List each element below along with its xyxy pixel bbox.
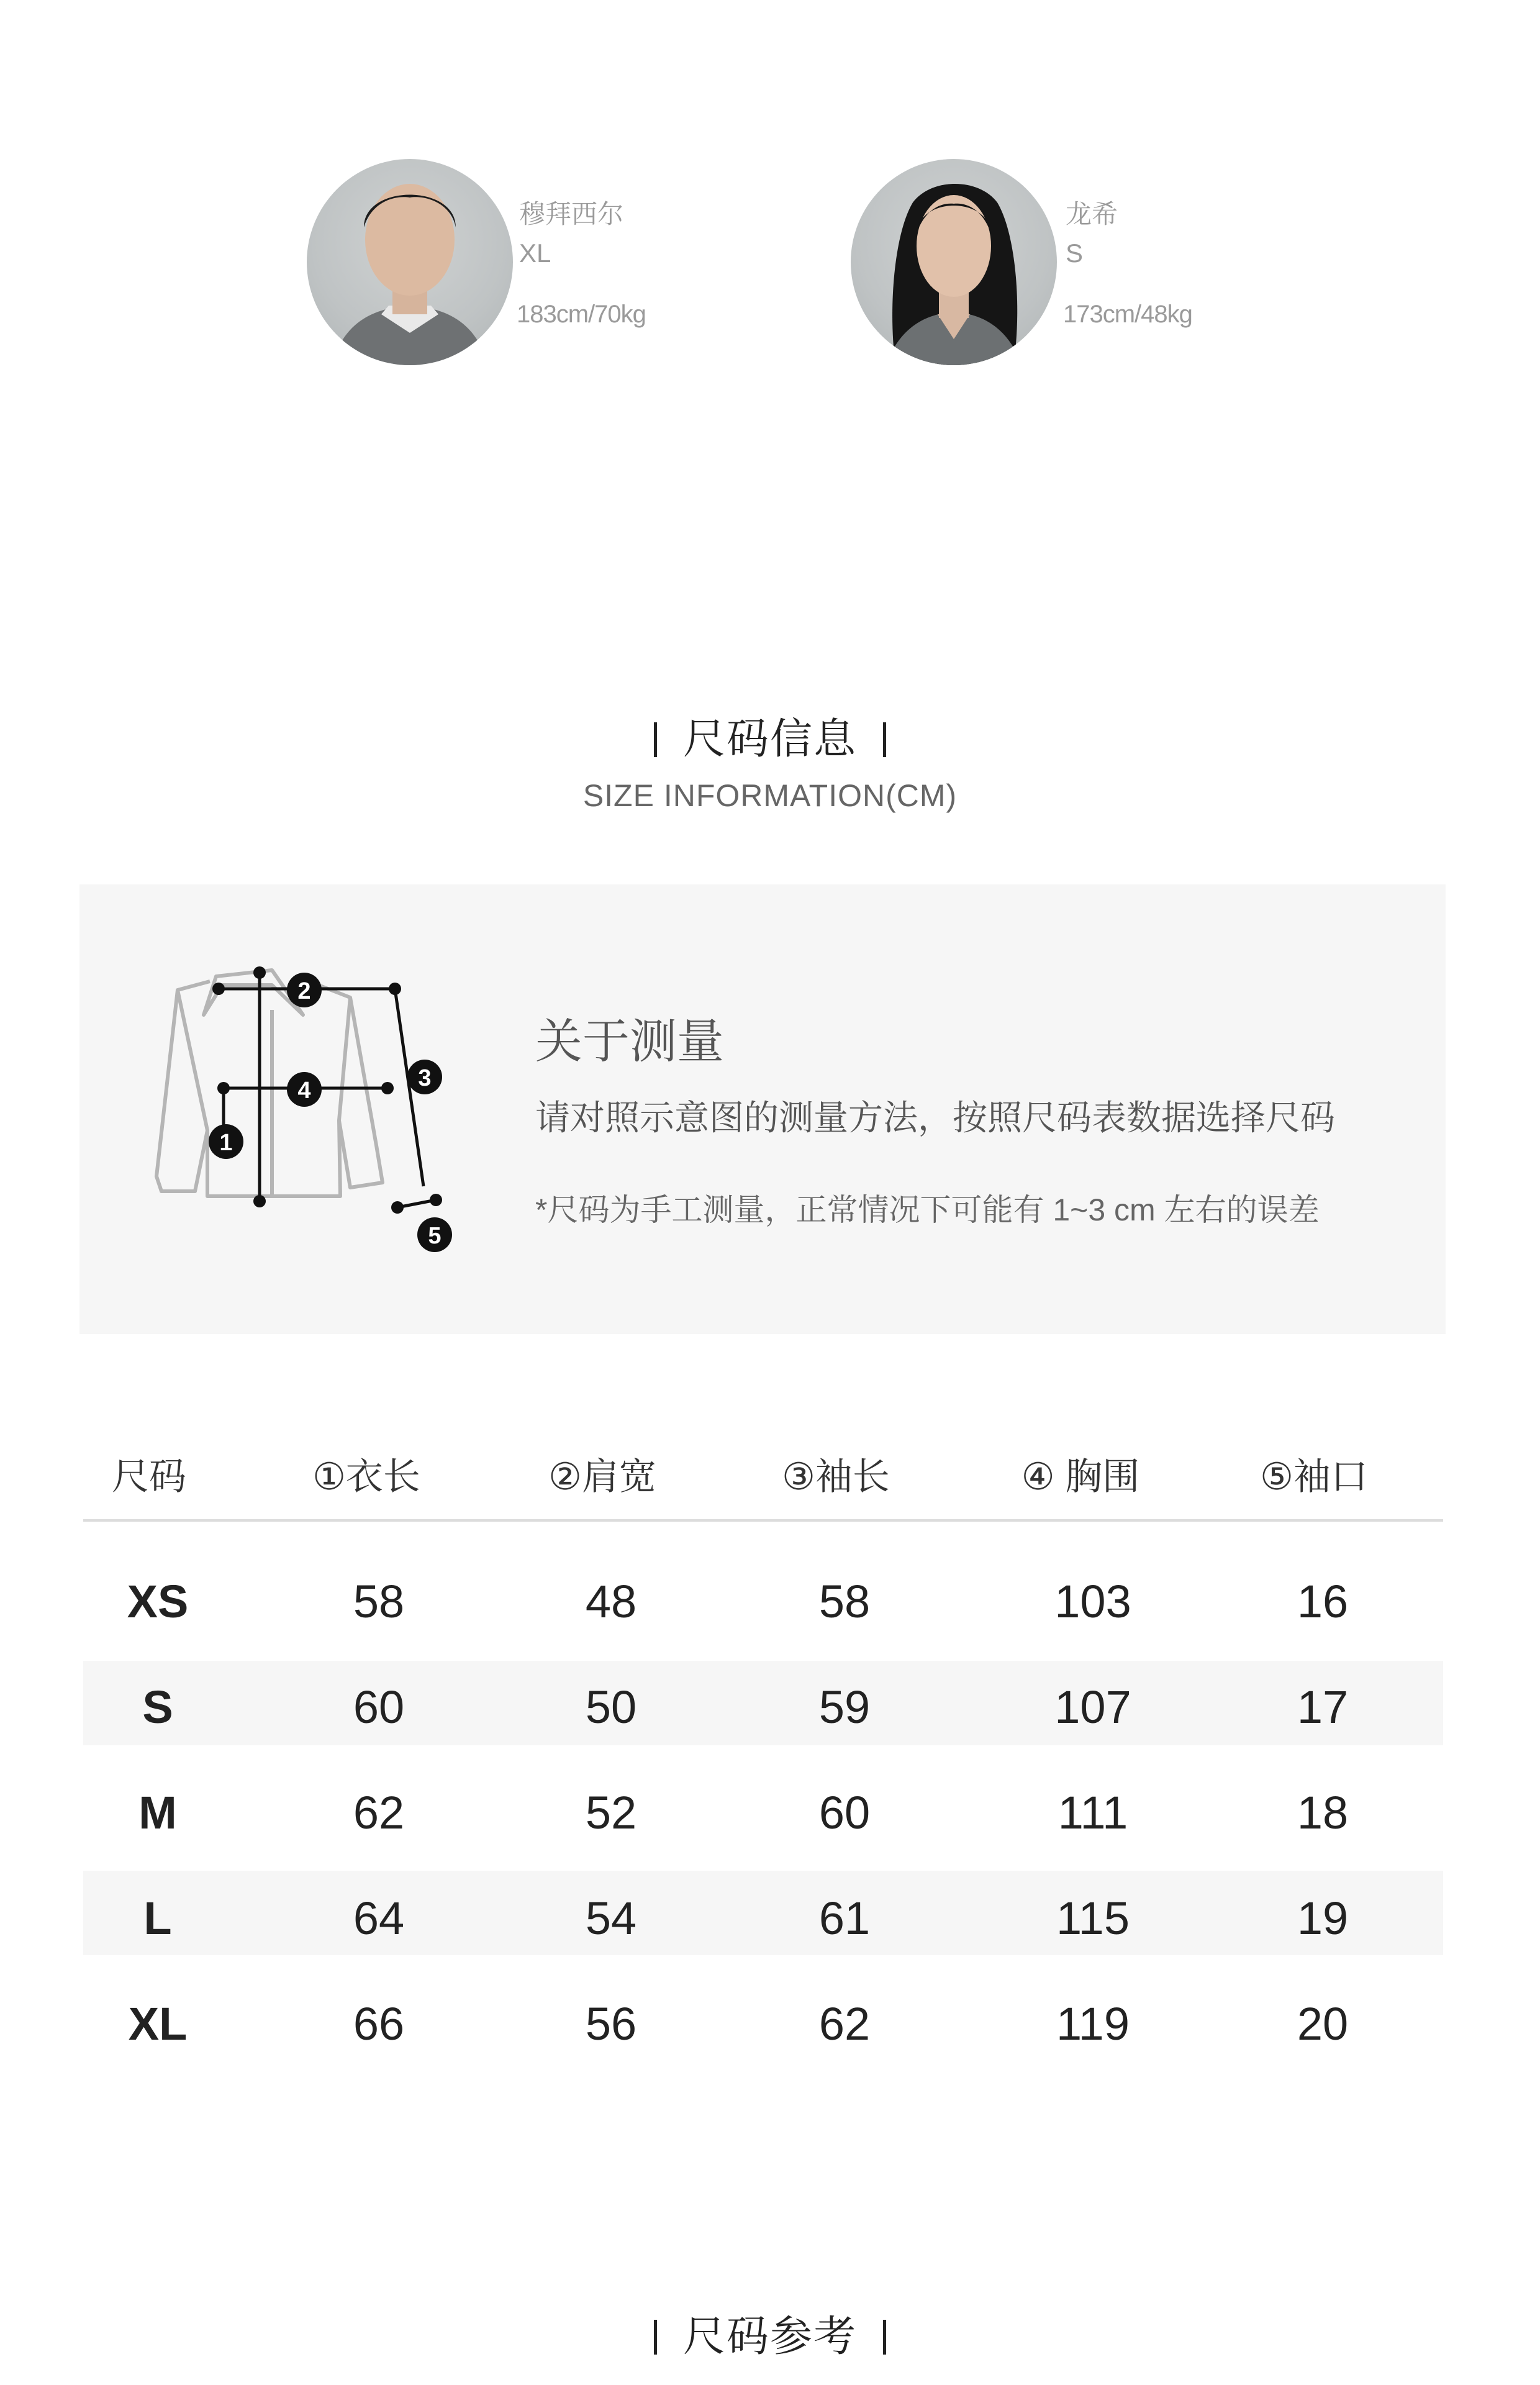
marker-5: 5 [428,1223,442,1249]
cell-sleeve: 59 [818,1681,871,1733]
model-portrait-male-icon [307,159,513,365]
cell-size: S [142,1681,173,1733]
size-info-title: 尺码信息 [682,716,857,763]
cell-cuff: 20 [1297,1998,1349,2050]
cell-length: 58 [353,1576,405,1627]
measurement-note: *尺码为手工测量，正常情况下可能有 1~3 cm 左右的误差 [535,1192,1320,1227]
cell-length: 60 [353,1681,405,1733]
model-size: S [1066,238,1084,268]
model-meta: 173cm/48kg [1063,301,1192,328]
cell-shoulder: 48 [585,1576,637,1627]
table-header-sleeve: ③袖长 [782,1456,890,1497]
cell-size: XS [127,1576,189,1627]
measurement-description: 请对照示意图的测量方法，按照尺码表数据选择尺码 [535,1098,1335,1137]
marker-4: 4 [297,1078,311,1104]
heading-bar-left [654,2320,657,2355]
cell-cuff: 19 [1297,1892,1349,1944]
model-meta: 183cm/70kg [517,301,646,328]
cell-size: L [143,1892,172,1944]
cell-shoulder: 52 [585,1787,637,1838]
cell-shoulder: 56 [585,1998,637,2050]
cell-chest: 115 [1056,1892,1130,1944]
cell-cuff: 16 [1297,1576,1349,1627]
marker-2: 2 [297,978,311,1004]
size-ref-heading [0,2303,1540,2363]
cell-size: M [138,1787,177,1838]
model-name: 穆拜西尔 [519,199,624,229]
cell-chest: 119 [1056,1998,1130,2050]
size-info-subtitle: SIZE INFORMATION(CM) [582,778,958,813]
size-info-heading [0,706,1540,766]
cell-cuff: 17 [1297,1681,1349,1733]
jacket-measurement-diagram-icon [117,940,464,1288]
heading-bar-right [883,2320,886,2355]
marker-3: 3 [418,1065,432,1091]
model-size: XL [519,238,551,268]
cell-cuff: 18 [1297,1787,1349,1838]
table-header-cuff: ⑤袖口 [1260,1456,1368,1497]
measurement-info-box [79,884,1446,1334]
model-avatar-male [307,159,513,365]
cell-sleeve: 61 [818,1892,871,1944]
marker-1: 1 [219,1130,233,1156]
cell-chest: 103 [1054,1576,1131,1627]
model-avatar-female [851,159,1057,365]
model-portrait-female-icon [851,159,1057,365]
model-name: 龙希 [1066,199,1118,229]
table-header-chest: ④ 胸围 [1021,1456,1140,1497]
cell-shoulder: 50 [585,1681,637,1733]
table-header-shoulder: ②肩宽 [548,1456,656,1497]
table-header-length: ①衣长 [312,1456,420,1497]
measurement-title: 关于测量 [535,1015,724,1068]
cell-length: 62 [353,1787,405,1838]
cell-size: XL [128,1998,188,2050]
cell-length: 66 [353,1998,405,2050]
cell-chest: 111 [1058,1787,1128,1838]
table-header-divider [83,1519,1443,1522]
table-header-size: 尺码 [112,1456,186,1497]
cell-sleeve: 60 [818,1787,871,1838]
heading-bar-left [654,722,657,757]
cell-sleeve: 58 [818,1576,871,1627]
cell-length: 64 [353,1892,405,1944]
cell-sleeve: 62 [818,1998,871,2050]
heading-bar-right [883,722,886,757]
cell-chest: 107 [1054,1681,1131,1733]
cell-shoulder: 54 [585,1892,637,1944]
size-ref-title: 尺码参考 [682,2313,857,2360]
